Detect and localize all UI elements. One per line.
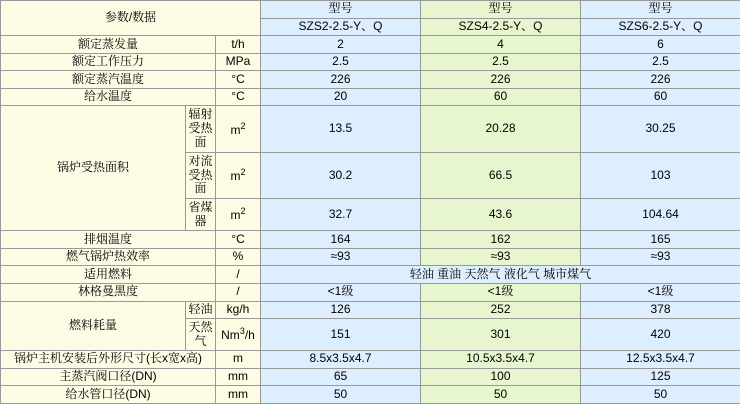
table-row: [1, 266, 740, 284]
header-model-label-3: 型号: [581, 1, 740, 19]
row-label: 锅炉主机安装后外形尺寸(长x宽x高): [1, 351, 216, 369]
cell-value: 226: [261, 71, 421, 89]
table-row: [1, 106, 740, 152]
row-label: 额定蒸汽温度: [1, 71, 216, 89]
row-label: 林格曼黑度: [1, 283, 216, 301]
model-code-2: SZS4-2.5-Y、Q: [421, 18, 581, 36]
row-unit: °C: [216, 231, 261, 249]
cell-value: 301: [421, 319, 581, 351]
row-label: 给水管口径(DN): [1, 386, 216, 404]
row-label: 辐射受热面: [186, 106, 216, 152]
row-label: 燃气锅炉热效率: [1, 248, 216, 266]
row-label: 省煤器: [186, 199, 216, 231]
cell-value: 12.5x3.5x4.7: [581, 351, 740, 369]
cell-value: 226: [581, 71, 740, 89]
row-unit: /: [216, 283, 261, 301]
cell-value: 125: [581, 368, 740, 386]
unit-base: m: [230, 208, 241, 223]
model-code-3: SZS6-2.5-Y、Q: [581, 18, 740, 36]
cell-value: 50: [421, 386, 581, 404]
cell-value: 30.2: [261, 152, 421, 198]
row-unit: [216, 152, 261, 198]
table-row: [1, 88, 740, 106]
cell-value: 20: [261, 88, 421, 106]
row-unit: [216, 106, 261, 152]
cell-value: <1级: [421, 283, 581, 301]
row-unit: /: [216, 266, 261, 284]
table-row: [1, 71, 740, 89]
cell-value: 6: [581, 36, 740, 54]
cell-value: 151: [261, 319, 421, 351]
cell-value: ≈93: [421, 248, 581, 266]
unit-exponent: 2: [240, 206, 246, 217]
unit-exponent: 3: [239, 326, 245, 337]
header-model-label-1: 型号: [261, 1, 421, 19]
cell-value: 2: [261, 36, 421, 54]
unit-exponent: 2: [240, 167, 246, 178]
table-row: [1, 231, 740, 249]
table-row: [1, 386, 740, 404]
header-model-label-2: 型号: [421, 1, 581, 19]
row-unit: mm: [216, 386, 261, 404]
cell-value: 420: [581, 319, 740, 351]
row-label: 主蒸汽阀口径(DN): [1, 368, 216, 386]
cell-value: 60: [581, 88, 740, 106]
cell-value: <1级: [581, 283, 740, 301]
row-label: 排烟温度: [1, 231, 216, 249]
unit-base: Nm: [221, 328, 240, 343]
cell-value: 126: [261, 301, 421, 319]
table-row: [1, 301, 740, 319]
cell-value: 2.5: [261, 53, 421, 71]
row-label: 额定蒸发量: [1, 36, 216, 54]
cell-value: 164: [261, 231, 421, 249]
table-row: [1, 53, 740, 71]
cell-value: 2.5: [581, 53, 740, 71]
cell-value: 66.5: [421, 152, 581, 198]
unit-base: m: [230, 169, 241, 184]
row-unit: °C: [216, 88, 261, 106]
model-code-1: SZS2-2.5-Y、Q: [261, 18, 421, 36]
unit-exponent: 2: [240, 120, 246, 131]
cell-value: 65: [261, 368, 421, 386]
cell-value: 162: [421, 231, 581, 249]
cell-value: 43.6: [421, 199, 581, 231]
table-header-row-1: [1, 1, 740, 19]
row-unit: mm: [216, 368, 261, 386]
row-label: 轻油: [186, 301, 216, 319]
header-param-label: 参数/数据: [1, 1, 261, 36]
cell-value: 8.5x3.5x4.7: [261, 351, 421, 369]
cell-value: 20.28: [421, 106, 581, 152]
cell-value-merged: 轻油 重油 天然气 液化气 城市煤气: [261, 266, 740, 284]
row-unit: m: [216, 351, 261, 369]
table-row: [1, 283, 740, 301]
row-label: 给水温度: [1, 88, 216, 106]
row-label: 天然气: [186, 319, 216, 351]
cell-value: 10.5x3.5x4.7: [421, 351, 581, 369]
row-unit: [216, 199, 261, 231]
row-unit: kg/h: [216, 301, 261, 319]
unit-tail: /h: [244, 328, 255, 343]
cell-value: 4: [421, 36, 581, 54]
cell-value: 60: [421, 88, 581, 106]
row-unit: %: [216, 248, 261, 266]
cell-value: 165: [581, 231, 740, 249]
cell-value: 32.7: [261, 199, 421, 231]
table-row: [1, 351, 740, 369]
row-unit: t/h: [216, 36, 261, 54]
cell-value: ≈93: [581, 248, 740, 266]
row-label: 额定工作压力: [1, 53, 216, 71]
cell-value: 13.5: [261, 106, 421, 152]
row-group-label: 燃料耗量: [1, 301, 186, 351]
cell-value: 50: [261, 386, 421, 404]
row-unit: MPa: [216, 53, 261, 71]
row-label: 适用燃料: [1, 266, 216, 284]
table-row: [1, 248, 740, 266]
unit-base: m: [230, 122, 241, 137]
cell-value: 104.64: [581, 199, 740, 231]
cell-value: 50: [581, 386, 740, 404]
row-unit: [216, 319, 261, 351]
cell-value: 2.5: [421, 53, 581, 71]
table-row: [1, 36, 740, 54]
row-unit: °C: [216, 71, 261, 89]
table-row: [1, 368, 740, 386]
cell-value: 378: [581, 301, 740, 319]
cell-value: 252: [421, 301, 581, 319]
cell-value: 226: [421, 71, 581, 89]
cell-value: 30.25: [581, 106, 740, 152]
row-label: 对流受热面: [186, 152, 216, 198]
row-group-label: 锅炉受热面积: [1, 106, 186, 231]
cell-value: 100: [421, 368, 581, 386]
cell-value: 103: [581, 152, 740, 198]
cell-value: ≈93: [261, 248, 421, 266]
cell-value: <1级: [261, 283, 421, 301]
